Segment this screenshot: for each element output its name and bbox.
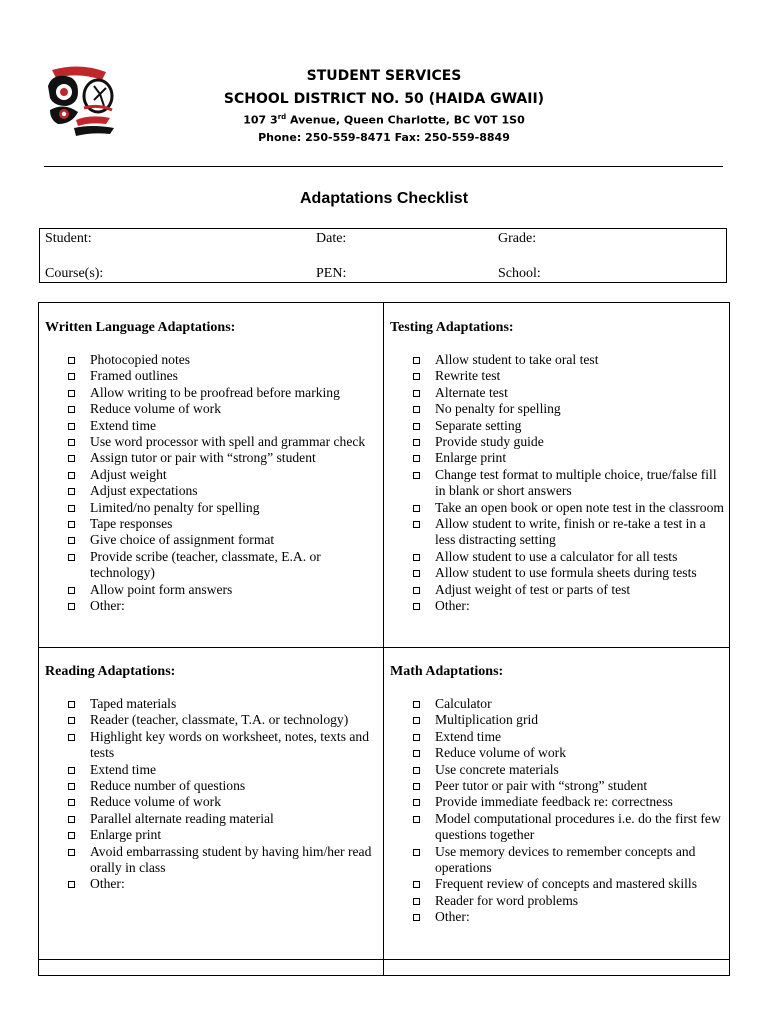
checklist-item [45,368,377,384]
checklist-item [390,549,726,565]
checklist-item-label: Change test format to multiple choice, true/false fill in blank or short answers [435,466,717,499]
adaptations-grid [38,302,730,976]
course-label: Course(s): [45,266,104,281]
checklist-item [45,434,377,450]
checklist-item-label: Provide scribe (teacher, classmate, E.A. or technology) [90,548,321,581]
checklist-item-label: Allow student to take oral test [435,352,599,367]
checklist-item [45,483,377,499]
checkbox-icon[interactable] [413,734,420,741]
checklist-item-label: Give choice of assignment format [90,532,275,548]
checklist-item [45,401,377,417]
checkbox-icon[interactable] [413,881,420,888]
phone-fax: Phone: 250-559-8471 Fax: 250-559-8849 [258,131,510,144]
checkbox-icon[interactable] [413,455,420,462]
checklist-item [45,811,377,827]
checkbox-icon[interactable] [68,554,75,561]
checklist-item [390,500,726,516]
checkbox-icon[interactable] [68,603,75,610]
checkbox-icon[interactable] [68,849,75,856]
checklist-item [390,811,726,844]
checklist-item-label: Alternate test [435,384,508,400]
checkbox-icon[interactable] [68,717,75,724]
checkbox-icon[interactable] [413,570,420,577]
checklist-item [390,598,726,614]
checklist-item-label: Other: [435,598,470,614]
checklist-item-label: Framed outlines [90,368,178,384]
checklist-item [45,467,377,483]
checklist-item [45,827,377,843]
checklist-item [390,401,726,417]
checklist-item [45,516,377,532]
school-label: School: [498,266,541,281]
checklist-item [45,549,377,582]
math-title: Math Adaptations: [390,664,504,679]
checkbox-icon[interactable] [413,423,420,430]
checklist-item-label: Allow point form answers [90,581,233,597]
footer-row-divider [39,959,729,960]
checklist-item [390,565,726,581]
checkbox-icon[interactable] [413,406,420,413]
checklist-item [390,516,726,549]
written-language-title: Written Language Adaptations: [45,320,236,335]
checklist-item-label: Reduce volume of work [90,401,221,417]
checklist-item-label: Tape responses [90,516,173,532]
checklist-item-label: Avoid embarrassing student by having him/her read orally in class [90,843,372,876]
checkbox-icon[interactable] [413,750,420,757]
address-rest: Avenue, Queen Charlotte, BC V0T 1S0 [286,113,525,127]
reading-title: Reading Adaptations: [45,664,176,679]
checklist-item-label: Taped materials [90,696,177,711]
checklist-item [45,876,377,892]
checkbox-icon[interactable] [413,357,420,364]
column-divider [383,303,384,975]
address-suffix: rd [277,113,287,121]
district-name: SCHOOL DISTRICT NO. 50 (HAIDA GWAII) [223,91,545,107]
checklist-item [390,712,726,728]
checklist-item [45,352,377,368]
checklist-item-label: Provide immediate feedback re: correctness [435,794,673,810]
checkbox-icon[interactable] [413,390,420,397]
checklist-item [390,876,726,892]
checklist-item-label: Adjust weight of test or parts of test [435,581,631,597]
checklist-item [45,582,377,598]
checklist-item [390,909,726,925]
checklist-item-label: Separate setting [435,417,522,433]
checklist-item [390,729,726,745]
checklist-item [390,794,726,810]
checklist-item-label: Reader (teacher, classmate, T.A. or technology) [90,712,349,728]
checkbox-icon[interactable] [68,587,75,594]
checkbox-icon[interactable] [68,734,75,741]
checkbox-icon[interactable] [68,423,75,430]
checkbox-icon[interactable] [68,505,75,512]
checkbox-icon[interactable] [413,767,420,774]
checkbox-icon[interactable] [68,455,75,462]
checklist-item [45,450,377,466]
checklist-item [45,696,377,712]
checkbox-icon[interactable] [413,505,420,512]
checkbox-icon[interactable] [413,717,420,724]
checklist-item-label: Calculator [435,696,492,711]
address [0,113,768,127]
checklist-item-label: Limited/no penalty for spelling [90,499,260,515]
checklist-item-label: Other: [435,909,470,925]
checklist-item-label: Enlarge print [90,827,162,843]
checklist-item-label: Adjust expectations [90,483,198,499]
checklist-item-label: Take an open book or open note test in the classroom [435,499,724,515]
checklist-item-label: Rewrite test [435,368,501,384]
checkbox-icon[interactable] [413,898,420,905]
checkbox-icon[interactable] [413,816,420,823]
checklist-item-label: Allow student to use formula sheets during tests [435,565,697,581]
checklist-item [45,532,377,548]
checklist-item-label: Assign tutor or pair with “strong” student [90,450,316,466]
checklist-item [390,745,726,761]
checkbox-icon[interactable] [68,701,75,708]
checklist-item [390,582,726,598]
testing-title: Testing Adaptations: [390,320,514,335]
checklist-item [45,418,377,434]
checklist-item [390,385,726,401]
checklist-item [390,844,726,877]
student-info-box [39,228,727,283]
checkbox-icon[interactable] [413,554,420,561]
checkbox-icon[interactable] [68,521,75,528]
checkbox-icon[interactable] [68,373,75,380]
checklist-item [390,778,726,794]
checkbox-icon[interactable] [413,914,420,921]
checklist-item [45,598,377,614]
testing-list [390,352,726,615]
checkbox-icon[interactable] [68,390,75,397]
checklist-item-label: Reduce volume of work [435,745,566,761]
checklist-item-label: Reduce number of questions [90,778,246,794]
checkbox-icon[interactable] [413,799,420,806]
pen-label: PEN: [316,266,347,281]
math-list [390,696,726,926]
header-divider [44,166,723,167]
checkbox-icon[interactable] [413,849,420,856]
checklist-item [390,893,726,909]
reading-section [45,664,377,893]
checkbox-icon[interactable] [68,767,75,774]
checklist-item [390,762,726,778]
checklist-item-label: Photocopied notes [90,352,191,367]
page-title: Adaptations Checklist [299,190,469,207]
checkbox-icon[interactable] [413,439,420,446]
checkbox-icon[interactable] [68,832,75,839]
checkbox-icon[interactable] [68,357,75,364]
checklist-item-label: No penalty for spelling [435,401,561,417]
checklist-item-label: Highlight key words on worksheet, notes, texts and tests [90,728,370,761]
checklist-item-label: Allow writing to be proofread before marking [90,384,340,400]
checkbox-icon[interactable] [68,816,75,823]
checkbox-icon[interactable] [68,406,75,413]
checkbox-icon[interactable] [413,373,420,380]
checklist-item-label: Allow student to use a calculator for all tests [435,548,678,564]
checklist-item [45,729,377,762]
checklist-item-label: Allow student to write, finish or re-take a test in a less distracting setting [435,516,706,548]
checklist-item [390,352,726,368]
checkbox-icon[interactable] [68,439,75,446]
checklist-item [390,696,726,712]
written-language-list [45,352,377,615]
checklist-item-label: Use word processor with spell and grammar check [90,434,366,450]
checklist-item-label: Adjust weight [90,466,167,482]
address-number: 107 3 [243,113,278,127]
date-label: Date: [316,231,347,246]
checklist-item-label: Reader for word problems [435,892,579,908]
checkbox-icon[interactable] [413,587,420,594]
checklist-item-label: Frequent review of concepts and mastered skills [435,876,697,892]
checklist-item-label: Enlarge print [435,450,507,466]
row-divider [39,647,729,648]
checklist-item-label: Provide study guide [435,434,544,450]
checklist-item [390,418,726,434]
checklist-item [45,778,377,794]
checklist-item [390,467,726,500]
checkbox-icon[interactable] [68,472,75,479]
checkbox-icon[interactable] [413,603,420,610]
checklist-item-label: Model computational procedures i.e. do the first few questions together [435,810,721,843]
checklist-item [390,368,726,384]
reading-list [45,696,377,893]
checkbox-icon[interactable] [413,701,420,708]
checkbox-icon[interactable] [68,783,75,790]
checklist-item [45,762,377,778]
checklist-item-label: Parallel alternate reading material [90,810,274,826]
checklist-item-label: Use memory devices to remember concepts and operations [435,843,696,876]
checkbox-icon[interactable] [68,799,75,806]
checklist-item [45,844,377,877]
checkbox-icon[interactable] [413,472,420,479]
checkbox-icon[interactable] [413,783,420,790]
checklist-item-label: Reduce volume of work [90,794,221,810]
checklist-item-label: Peer tutor or pair with “strong” student [435,778,648,794]
checklist-item-label: Multiplication grid [435,712,539,728]
checklist-item-label: Other: [90,876,125,892]
checkbox-icon[interactable] [68,537,75,544]
checklist-item [390,450,726,466]
checklist-item [390,434,726,450]
checkbox-icon[interactable] [413,521,420,528]
grade-label: Grade: [498,231,537,246]
checklist-item-label: Extend time [435,728,502,744]
checklist-item [45,712,377,728]
checklist-item-label: Extend time [90,417,157,433]
math-section [390,664,726,926]
checklist-item [45,794,377,810]
checklist-item-label: Other: [90,598,125,614]
testing-section [390,320,726,615]
written-language-section [45,320,377,615]
checklist-item-label: Use concrete materials [435,761,559,777]
checkbox-icon[interactable] [68,881,75,888]
org-name: STUDENT SERVICES [306,68,462,84]
checkbox-icon[interactable] [68,488,75,495]
checklist-item-label: Extend time [90,761,157,777]
checklist-item [45,385,377,401]
checklist-item [45,500,377,516]
student-label: Student: [45,231,92,246]
